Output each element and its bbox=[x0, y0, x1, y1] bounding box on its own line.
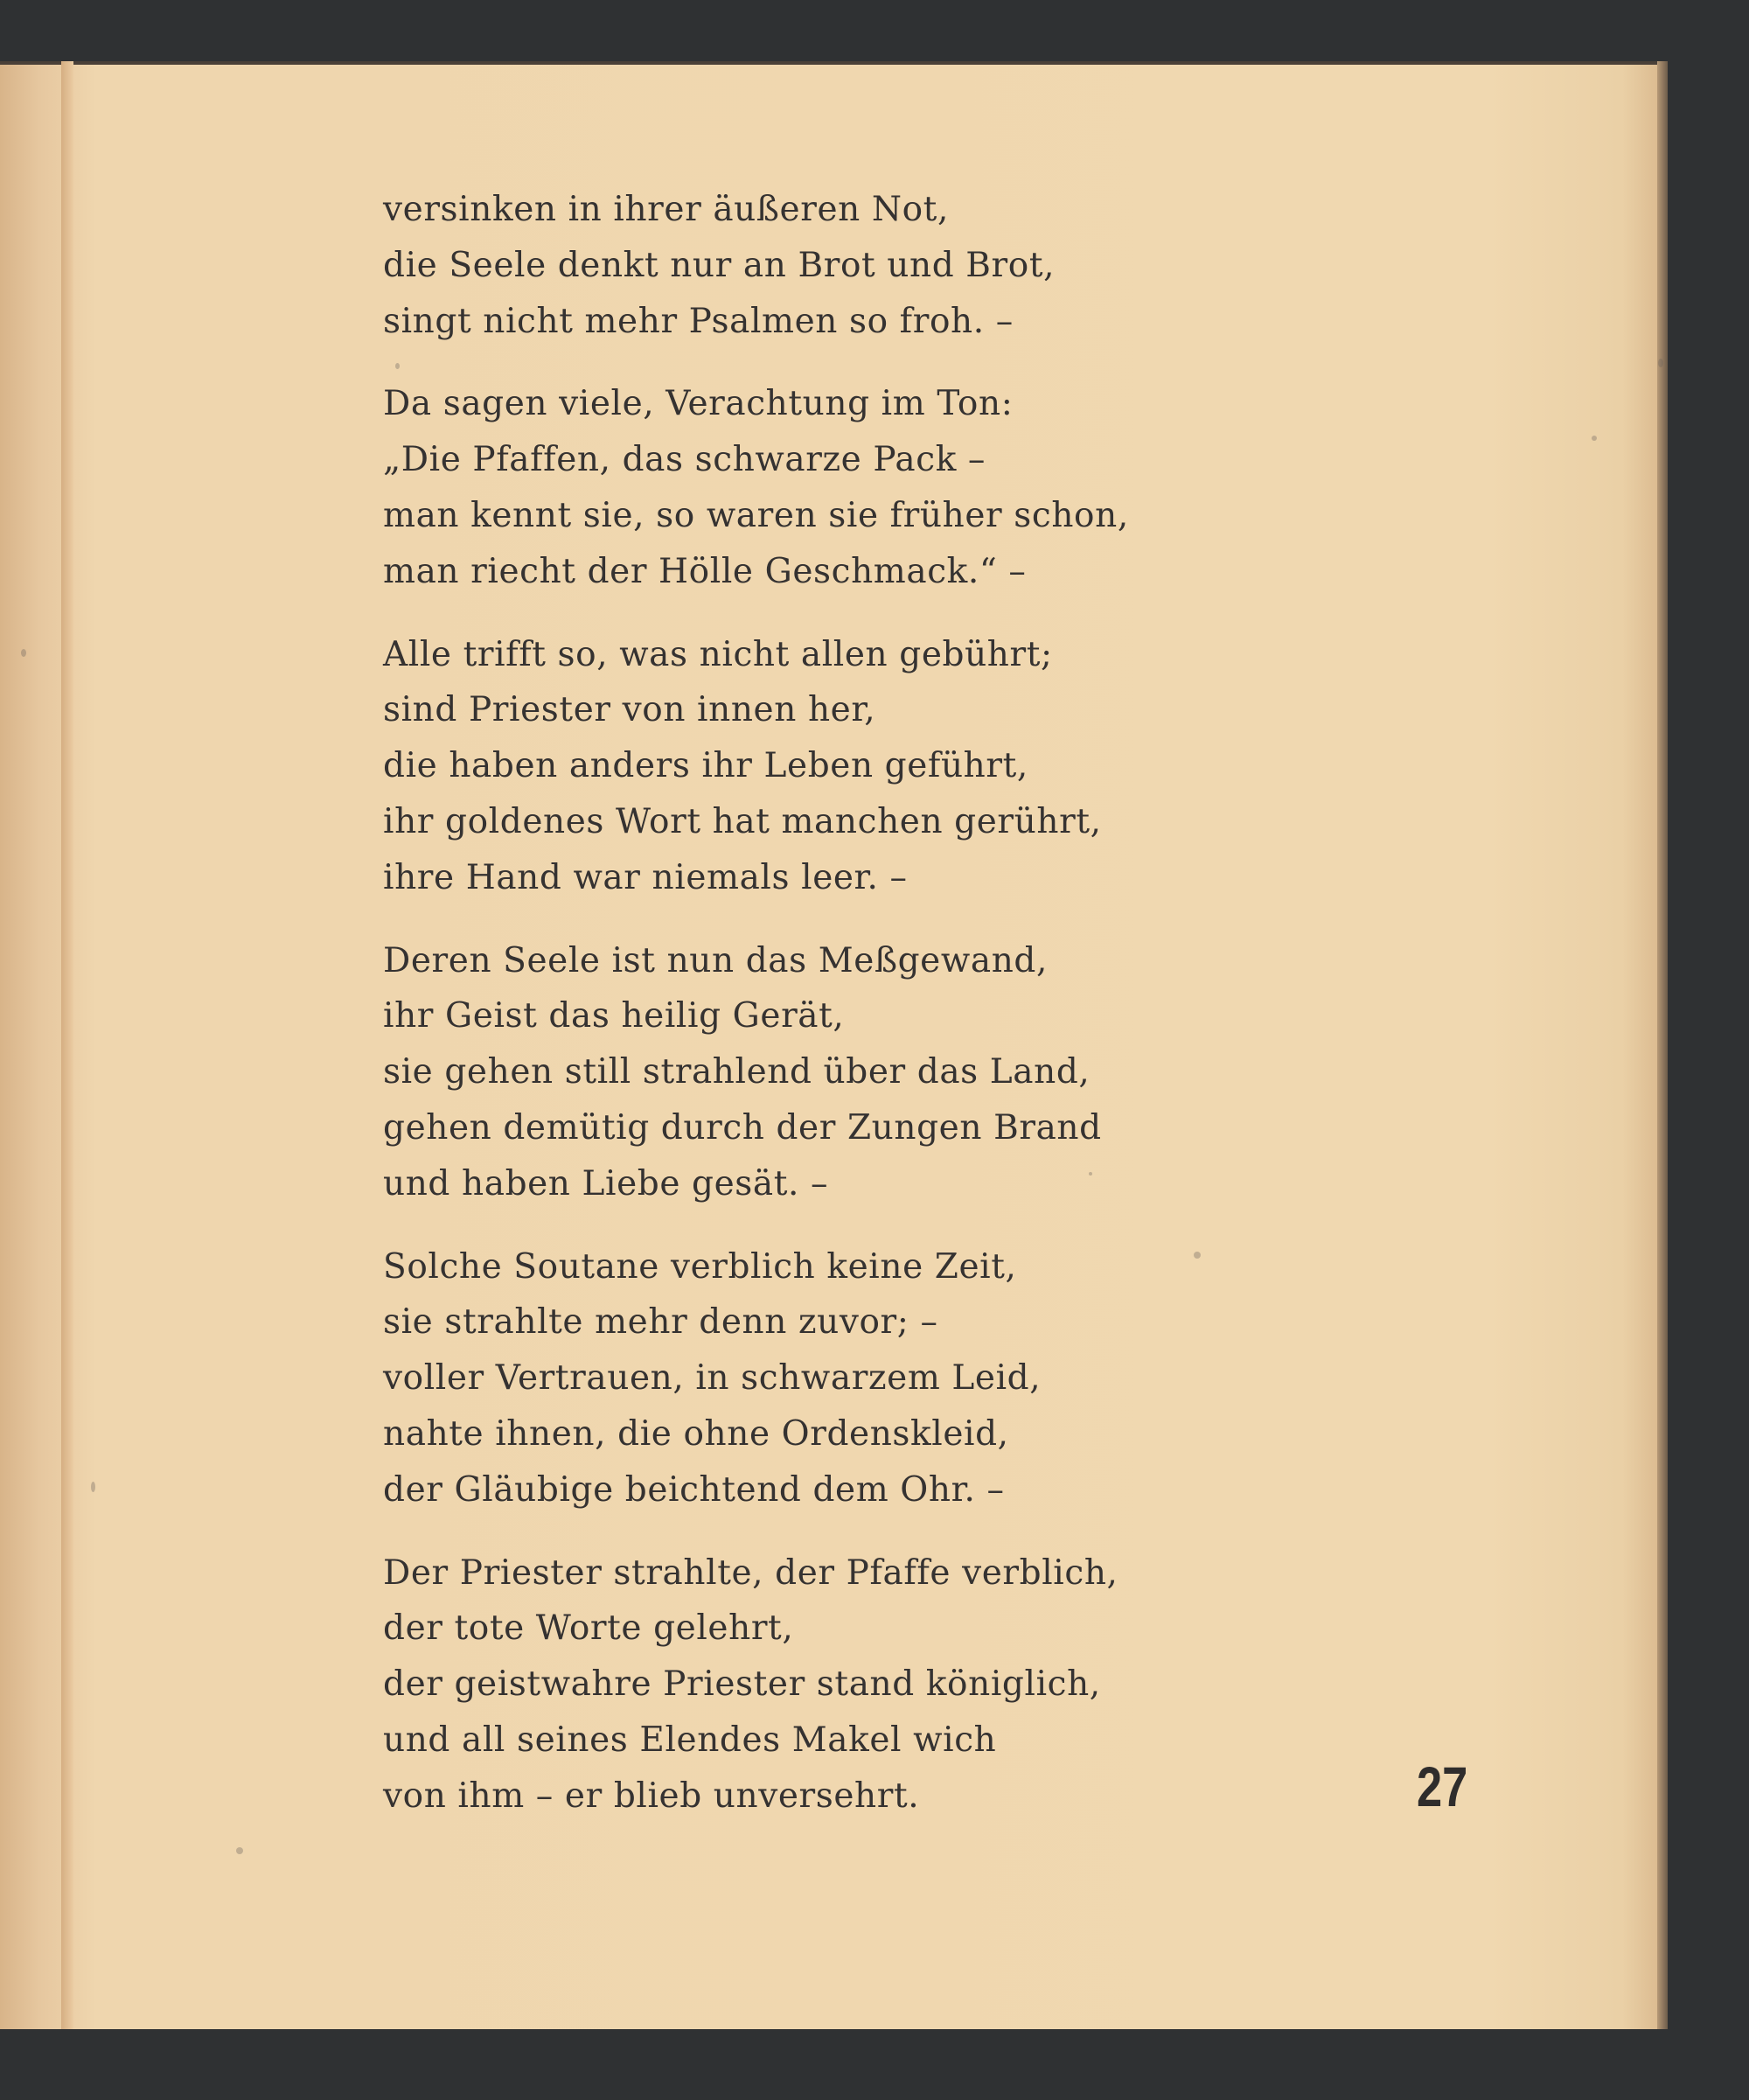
paper-speck bbox=[395, 363, 400, 369]
stanza-5 bbox=[383, 1239, 1258, 1518]
poem-line: „Die Pfaffen, das schwarze Pack – bbox=[383, 440, 986, 480]
poem-line: der Gläubige beichtend dem Ohr. – bbox=[383, 1469, 1005, 1510]
page-gutter bbox=[61, 61, 73, 2029]
poem-line: die Seele denkt nur an Brot und Brot, bbox=[383, 245, 1056, 285]
poem-line: sind Priester von innen her, bbox=[383, 690, 876, 730]
stanza-4 bbox=[383, 933, 1258, 1212]
poem-line: Alle trifft so, was nicht allen gebührt; bbox=[383, 634, 1053, 674]
poem-line: sie strahlte mehr denn zuvor; – bbox=[383, 1302, 938, 1343]
page-edge bbox=[1657, 61, 1668, 2029]
poem-line: singt nicht mehr Psalmen so froh. – bbox=[383, 301, 1014, 341]
paper-speck bbox=[1089, 1172, 1092, 1176]
stanza-1 bbox=[383, 182, 1258, 349]
poem-line: gehen demütig durch der Zungen Brand bbox=[383, 1107, 1102, 1148]
poem-line: der geistwahre Priester stand königlich, bbox=[383, 1664, 1101, 1705]
stanza-2 bbox=[383, 376, 1258, 599]
stanza-6 bbox=[383, 1545, 1258, 1824]
paper-speck bbox=[1658, 359, 1663, 367]
poem-line: ihr Geist das heilig Gerät, bbox=[383, 996, 845, 1036]
poem-line: und haben Liebe gesät. – bbox=[383, 1163, 829, 1203]
poem-line: der tote Worte gelehrt, bbox=[383, 1608, 794, 1649]
paper-speck bbox=[1194, 1252, 1201, 1259]
paper-speck bbox=[236, 1847, 243, 1854]
paper-speck bbox=[21, 649, 26, 657]
paper-speck bbox=[91, 1482, 95, 1492]
poem-line: sie gehen still strahlend über das Land, bbox=[383, 1052, 1091, 1092]
poem-line: man kennt sie, so waren sie früher schon, bbox=[383, 495, 1129, 535]
poem-line: Solche Soutane verblich keine Zeit, bbox=[383, 1246, 1017, 1287]
poem-line: und all seines Elendes Makel wich bbox=[383, 1720, 997, 1760]
poem-line: die haben anders ihr Leben geführt, bbox=[383, 746, 1028, 786]
poem-line: Der Priester strahlte, der Pfaffe verblich, bbox=[383, 1552, 1118, 1593]
poem-line: von ihm – er blieb unversehrt. bbox=[383, 1776, 920, 1816]
poem-line: nahte ihnen, die ohne Ordenskleid, bbox=[383, 1413, 1009, 1454]
stanza-3 bbox=[383, 627, 1258, 906]
paper-speck bbox=[1592, 436, 1597, 441]
poem-line: voller Vertrauen, in schwarzem Leid, bbox=[383, 1358, 1042, 1399]
poem-line: ihre Hand war niemals leer. – bbox=[383, 857, 908, 897]
poem-line: Da sagen viele, Verachtung im Ton: bbox=[383, 384, 1014, 424]
poem-line: versinken in ihrer äußeren Not, bbox=[383, 190, 949, 229]
page-number: 27 bbox=[1417, 1755, 1468, 1818]
poem-text bbox=[383, 182, 1258, 1852]
poem-line: ihr goldenes Wort hat manchen gerührt, bbox=[383, 801, 1102, 841]
poem-line: man riecht der Hölle Geschmack.“ – bbox=[383, 551, 1027, 591]
poem-line: Deren Seele ist nun das Meßgewand, bbox=[383, 940, 1048, 980]
